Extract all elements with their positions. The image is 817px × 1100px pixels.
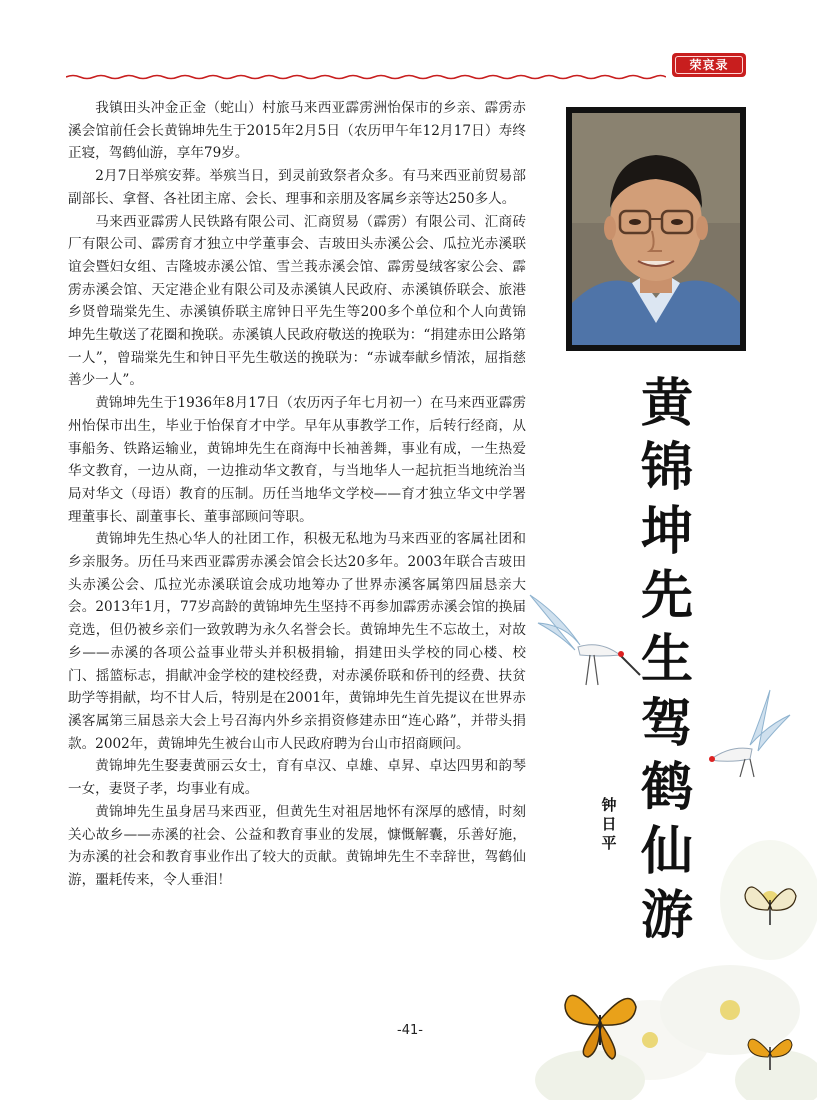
author-char: 钟 [601,796,617,814]
butterfly-illustration [560,975,640,1065]
butterfly-illustration [745,1025,795,1080]
author-char: 日 [601,815,617,833]
crane-illustration [700,685,810,780]
title-char: 鹤 [640,758,693,818]
paragraph: 黄锦坤先生热心华人的社团工作，积极无私地为马来西亚的客属社团和乡亲服务。历任马来西亚霹雳赤溪会馆会长达20多年。2003年联合吉玻田头赤溪公会、瓜拉光赤溪联谊会成功地筹办了世界赤溪客属第四届恳亲大会。2013年1月，77岁高龄的黄锦坤先生坚持不再参加霹雳赤溪会馆的换届竞选，但仍被乡亲们一致敦聘为永久名誉会长。黄锦坤先生不忘故土，对故乡——赤溪的各项公益事业带头并积极捐输，捐建田头学校的同心楼、校门、摇篮标志，捐献冲金学校的建校经费，对赤溪侨联和侨刊的经费、扶贫助学等捐献，均不甘人后，特别是在2001年，黄锦坤先生首先提议在世界赤溪客属第三届恳亲大会上号召海内外乡亲捐资修建赤田“连心路”，并带头捐款。2002年，黄锦坤先生被台山市人民政府聘为台山市招商顾问。 [68,531,526,752]
title-char: 黄 [640,374,693,434]
title-char: 先 [640,566,693,626]
title-char: 锦 [640,438,693,498]
section-tag-border [675,56,743,74]
crane-illustration [520,585,650,695]
section-tag-label: 荣哀录 [689,58,729,72]
paragraph: 我镇田头冲金正金（蛇山）村旅马来西亚霹雳洲怡保市的乡亲、霹雳赤溪会馆前任会长黄锦坤先生于2015年2月5日（农历甲午年12月17日）寿终正寝，驾鹤仙游，享年79岁。 [68,100,526,162]
paragraph: 马来西亚霹雳人民铁路有限公司、汇商贸易（霹雳）有限公司、汇商砖厂有限公司、霹雳育才独立中学董事会、吉玻田头赤溪公会、瓜拉光赤溪联谊会暨妇女组、吉隆坡赤溪公馆、雪兰莪赤溪会馆、霹雳曼绒客家公会、霹雳赤溪会馆、天定港企业有限公司及赤溪镇人民政府、赤溪镇侨联会、旅港乡贤曾瑞棠先生、赤溪镇侨联主席钟日平先生等200多个单位和个人向黄锦坤先生敬送了花圈和挽联。赤溪镇人民政府敬送的挽联为：“捐建赤田公路第一人”，曾瑞棠先生和钟日平先生敬送的挽联为：“赤诚奉献乡情浓，屈指慈善少一人”。 [68,213,526,389]
page-number: -41- [397,1023,423,1038]
title-char: 游 [640,886,693,946]
paragraph: 黄锦坤先生娶妻黄丽云女士，育有卓汉、卓雄、卓昇、卓达四男和韵琴一女，妻贤子孝，均事业有成。 [68,758,526,798]
header-wave-line [66,74,666,80]
section-tag [672,53,746,77]
title-char: 仙 [640,822,693,882]
article-body [68,97,526,892]
portrait-frame [566,107,746,351]
title-char: 生 [640,630,693,690]
portrait-photo [572,113,740,345]
butterfly-illustration [740,870,800,940]
title-char: 驾 [640,694,693,754]
title-char: 坤 [640,502,693,562]
author-char: 平 [601,834,617,852]
paragraph: 黄锦坤先生虽身居马来西亚，但黄先生对祖居地怀有深厚的感情，时刻关心故乡——赤溪的社会、公益和教育事业的发展，慷慨解囊，乐善好施，为赤溪的社会和教育事业作出了较大的贡献。黄锦坤先生不幸辞世，驾鹤仙游，噩耗传来，令人垂泪！ [68,803,526,888]
paragraph: 黄锦坤先生于1936年8月17日（农历丙子年七月初一）在马来西亚霹雳州怡保市出生，毕业于怡保育才中学。早年从事教学工作，后转行经商，从事船务、铁路运输业，黄锦坤先生在商海中长袖善舞，事业有成，一生热爱华文教育，一边从商，一边推动华文教育，与当地华人一起抗拒当地统治当局对华文（母语）教育的压制。历任当地华文学校——育才独立华文中学署理董事长、副董事长、董事部顾问等职。 [68,395,526,525]
paragraph: 2月7日举殡安葬。举殡当日，到灵前致祭者众多。有马来西亚前贸易部副部长、拿督、各社团主席、会长、理事和亲朋及客属乡亲等达250多人。 [68,168,526,207]
